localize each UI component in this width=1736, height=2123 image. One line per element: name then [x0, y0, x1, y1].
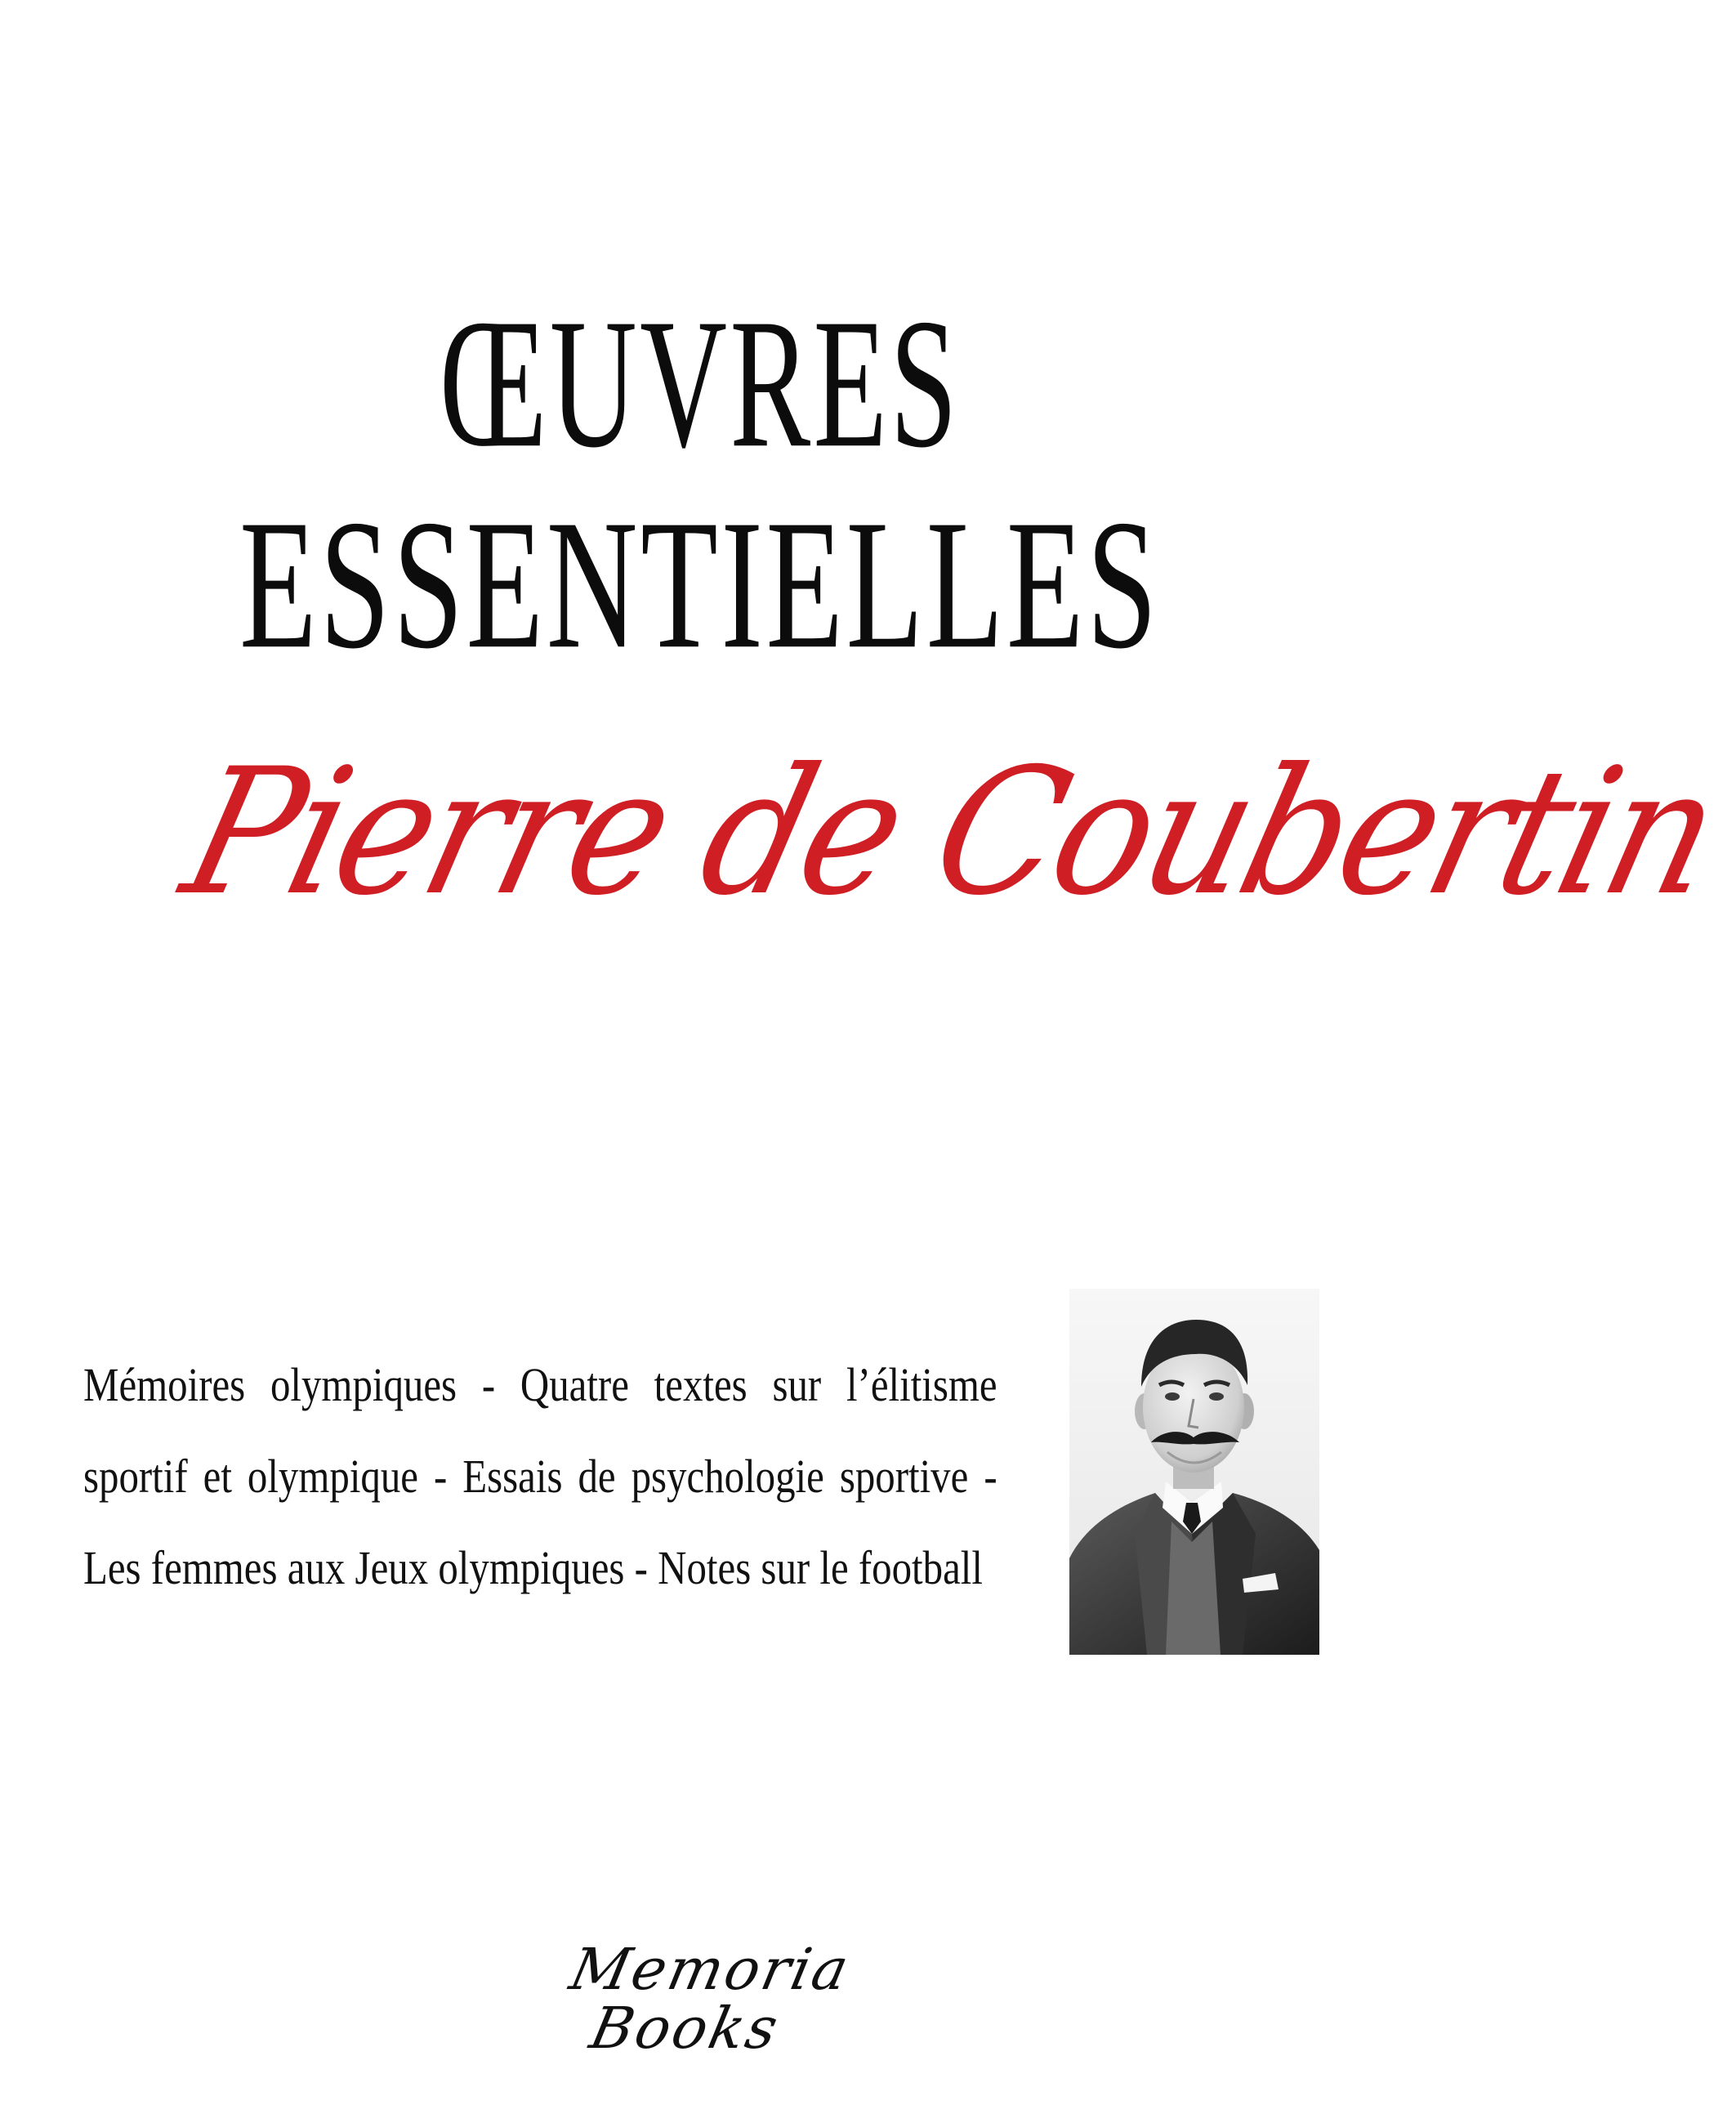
publisher-logo: [541, 1937, 881, 2076]
publisher-logo-line-1: Memoria: [564, 1936, 857, 2003]
author-portrait: [1069, 1289, 1319, 1655]
book-title-line-1: ŒUVRES: [439, 281, 961, 487]
book-title-line-2: ESSENTIELLES: [239, 482, 1160, 688]
portrait-illustration: [1069, 1289, 1319, 1655]
author-signature: Pierre de Coubertin: [167, 731, 1734, 934]
contents-description: Mémoires olympiques - Quatre textes sur l’élitisme sportif et olympique - Essais de psychologie sportive - Les femmes aux Jeux olympiques - Notes sur le football: [83, 1359, 997, 1595]
publisher-logo-line-2: Books: [584, 1995, 787, 2062]
